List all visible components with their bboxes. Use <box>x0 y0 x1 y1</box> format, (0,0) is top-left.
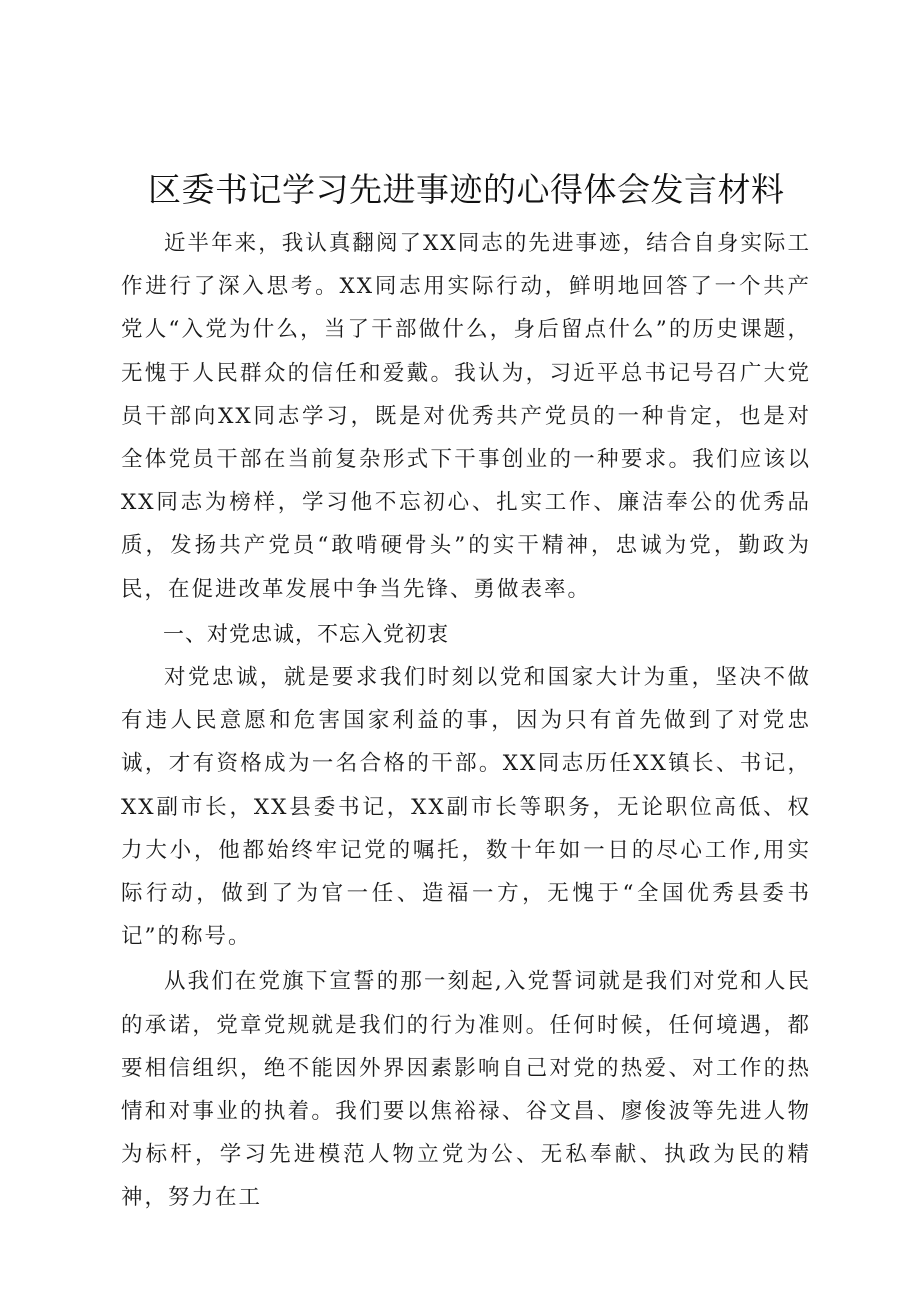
section-heading: 一、对党忠诚，不忘入党初衷 <box>163 621 449 646</box>
paragraph-intro: 近半年来，我认真翻阅了XX同志的先进事迹，结合自身实际工作进行了深入思考。XX同志用实际行动，鲜明地回答了一个共产党人“入党为什么，当了干部做什么，身后留点什么”的历史课题，无愧于人民群众的信任和爱戴。我认为，习近平总书记号召广大党员干部向XX同志学习，既是对优秀共产党员的一种肯定，也是对全体党员干部在当前复杂形式下干事创业的一种要求。我们应该以XX同志为榜样，学习他不忘初心、扎实工作、廉洁奉公的优秀品质，发扬共产党员“敢啃硬骨头”的实干精神，忠诚为党，勤政为民，在促进改革发展中争当先锋、勇做表率。 <box>121 231 811 602</box>
document-body <box>121 222 811 1220</box>
document-title: 区委书记学习先进事迹的心得体会发言材料 <box>148 170 785 209</box>
paragraph-loyalty: 对党忠诚，就是要求我们时刻以党和国家大计为重，坚决不做有违人民意愿和危害国家利益的事，因为只有首先做到了对党忠诚，才有资格成为一名合格的干部。XX同志历任XX镇长、书记，XX副市长，XX县委书记，XX副市长等职务，无论职位高低、权力大小，他都始终牢记党的嘱托，数十年如一日的尽心工作,用实际行动，做到了为官一任、造福一方，无愧于“全国优秀县委书记”的称号。 <box>121 665 811 950</box>
paragraph-oath: 从我们在党旗下宣誓的那一刻起,入党誓词就是我们对党和人民的承诺，党章党规就是我们的行为准则。任何时候，任何境遇，都要相信组织，绝不能因外界因素影响自己对党的热爱、对工作的热情和对事业的执着。我们要以焦裕禄、谷文昌、廖俊波等先进人物为标杆，学习先进模范人物立党为公、无私奉献、执政为民的精神，努力在工 <box>121 969 811 1211</box>
